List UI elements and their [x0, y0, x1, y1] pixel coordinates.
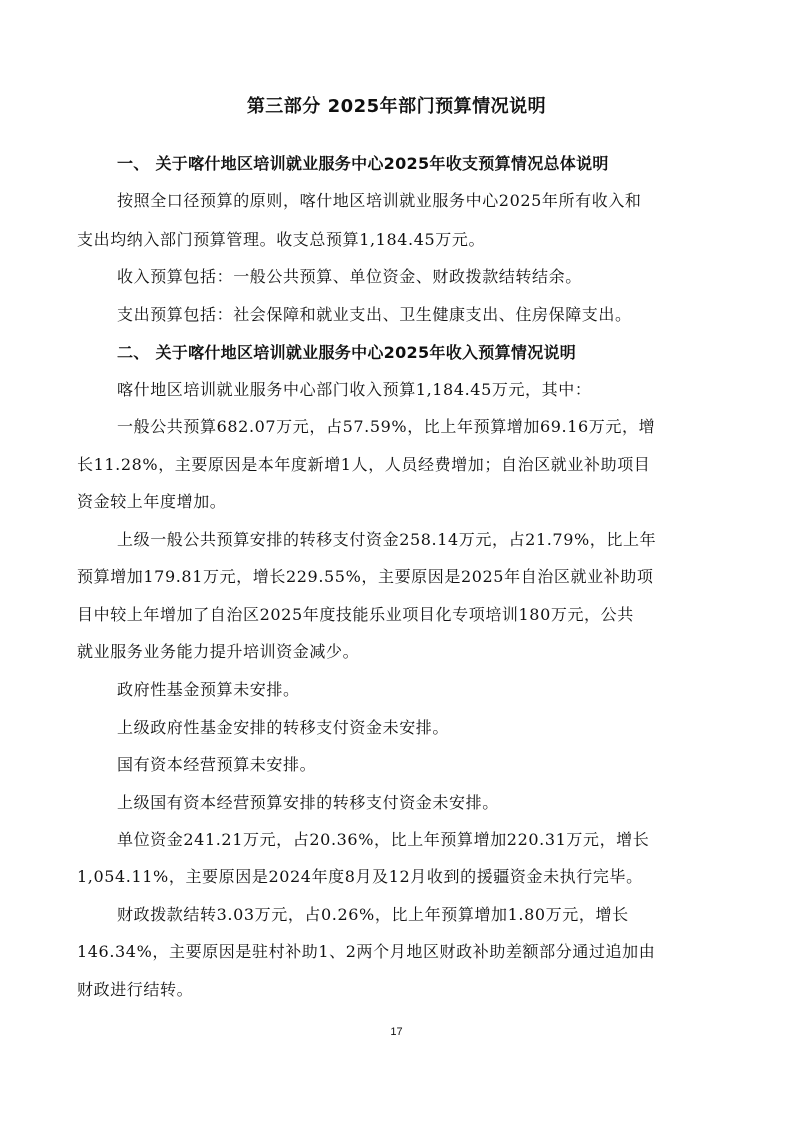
paragraph-line: 146.34%，主要原因是驻村补助1、2两个月地区财政补助差额部分通过追加由: [77, 942, 656, 961]
paragraph-line: 政府性基金预算未安排。: [117, 680, 300, 699]
page-number: 17: [390, 1026, 403, 1038]
paragraph-line: 预算增加179.81万元，增长229.55%，主要原因是2025年自治区就业补助项: [77, 567, 654, 586]
paragraph-line: 就业服务业务能力提升培训资金减少。: [77, 642, 360, 661]
paragraph-line: 上级政府性基金安排的转移支付资金未安排。: [117, 718, 450, 737]
section-2-heading: 二、 关于喀什地区培训就业服务中心2025年收入预算情况说明: [117, 343, 577, 362]
paragraph-line: 按照全口径预算的原则，喀什地区培训就业服务中心2025年所有收入和: [117, 191, 642, 210]
paragraph-line: 上级一般公共预算安排的转移支付资金258.14万元，占21.79%，比上年: [117, 530, 657, 549]
paragraph-line: 一般公共预算682.07万元，占57.59%，比上年预算增加69.16万元，增: [117, 417, 656, 436]
paragraph-line: 单位资金241.21万元，占20.36%，比上年预算增加220.31万元，增长: [117, 830, 650, 849]
paragraph-line: 支出预算包括：社会保障和就业支出、卫生健康支出、住房保障支出。: [117, 305, 632, 324]
paragraph-line: 资金较上年度增加。: [77, 492, 227, 511]
paragraph-line: 财政进行结转。: [77, 980, 194, 999]
paragraph-line: 国有资本经营预算未安排。: [117, 755, 317, 774]
paragraph-line: 喀什地区培训就业服务中心部门收入预算1,184.45万元，其中：: [117, 380, 592, 399]
paragraph-line: 财政拨款结转3.03万元，占0.26%，比上年预算增加1.80万元，增长: [117, 905, 629, 924]
paragraph-line: 收入预算包括：一般公共预算、单位资金、财政拨款结转结余。: [117, 267, 582, 286]
paragraph-line: 上级国有资本经营预算安排的转移支付资金未安排。: [117, 793, 499, 812]
page-title: 第三部分 2025年部门预算情况说明: [246, 96, 547, 117]
paragraph-line: 长11.28%，主要原因是本年度新增1人，人员经费增加；自治区就业补助项目: [77, 455, 651, 474]
paragraph-line: 1,054.11%，主要原因是2024年度8月及12月收到的援疆资金未执行完毕。: [77, 867, 643, 886]
section-1-heading: 一、 关于喀什地区培训就业服务中心2025年收支预算情况总体说明: [117, 154, 609, 173]
paragraph-line: 支出均纳入部门预算管理。收支总预算1,184.45万元。: [77, 230, 486, 249]
paragraph-line: 目中较上年增加了自治区2025年度技能乐业项目化专项培训180万元，公共: [77, 605, 634, 624]
